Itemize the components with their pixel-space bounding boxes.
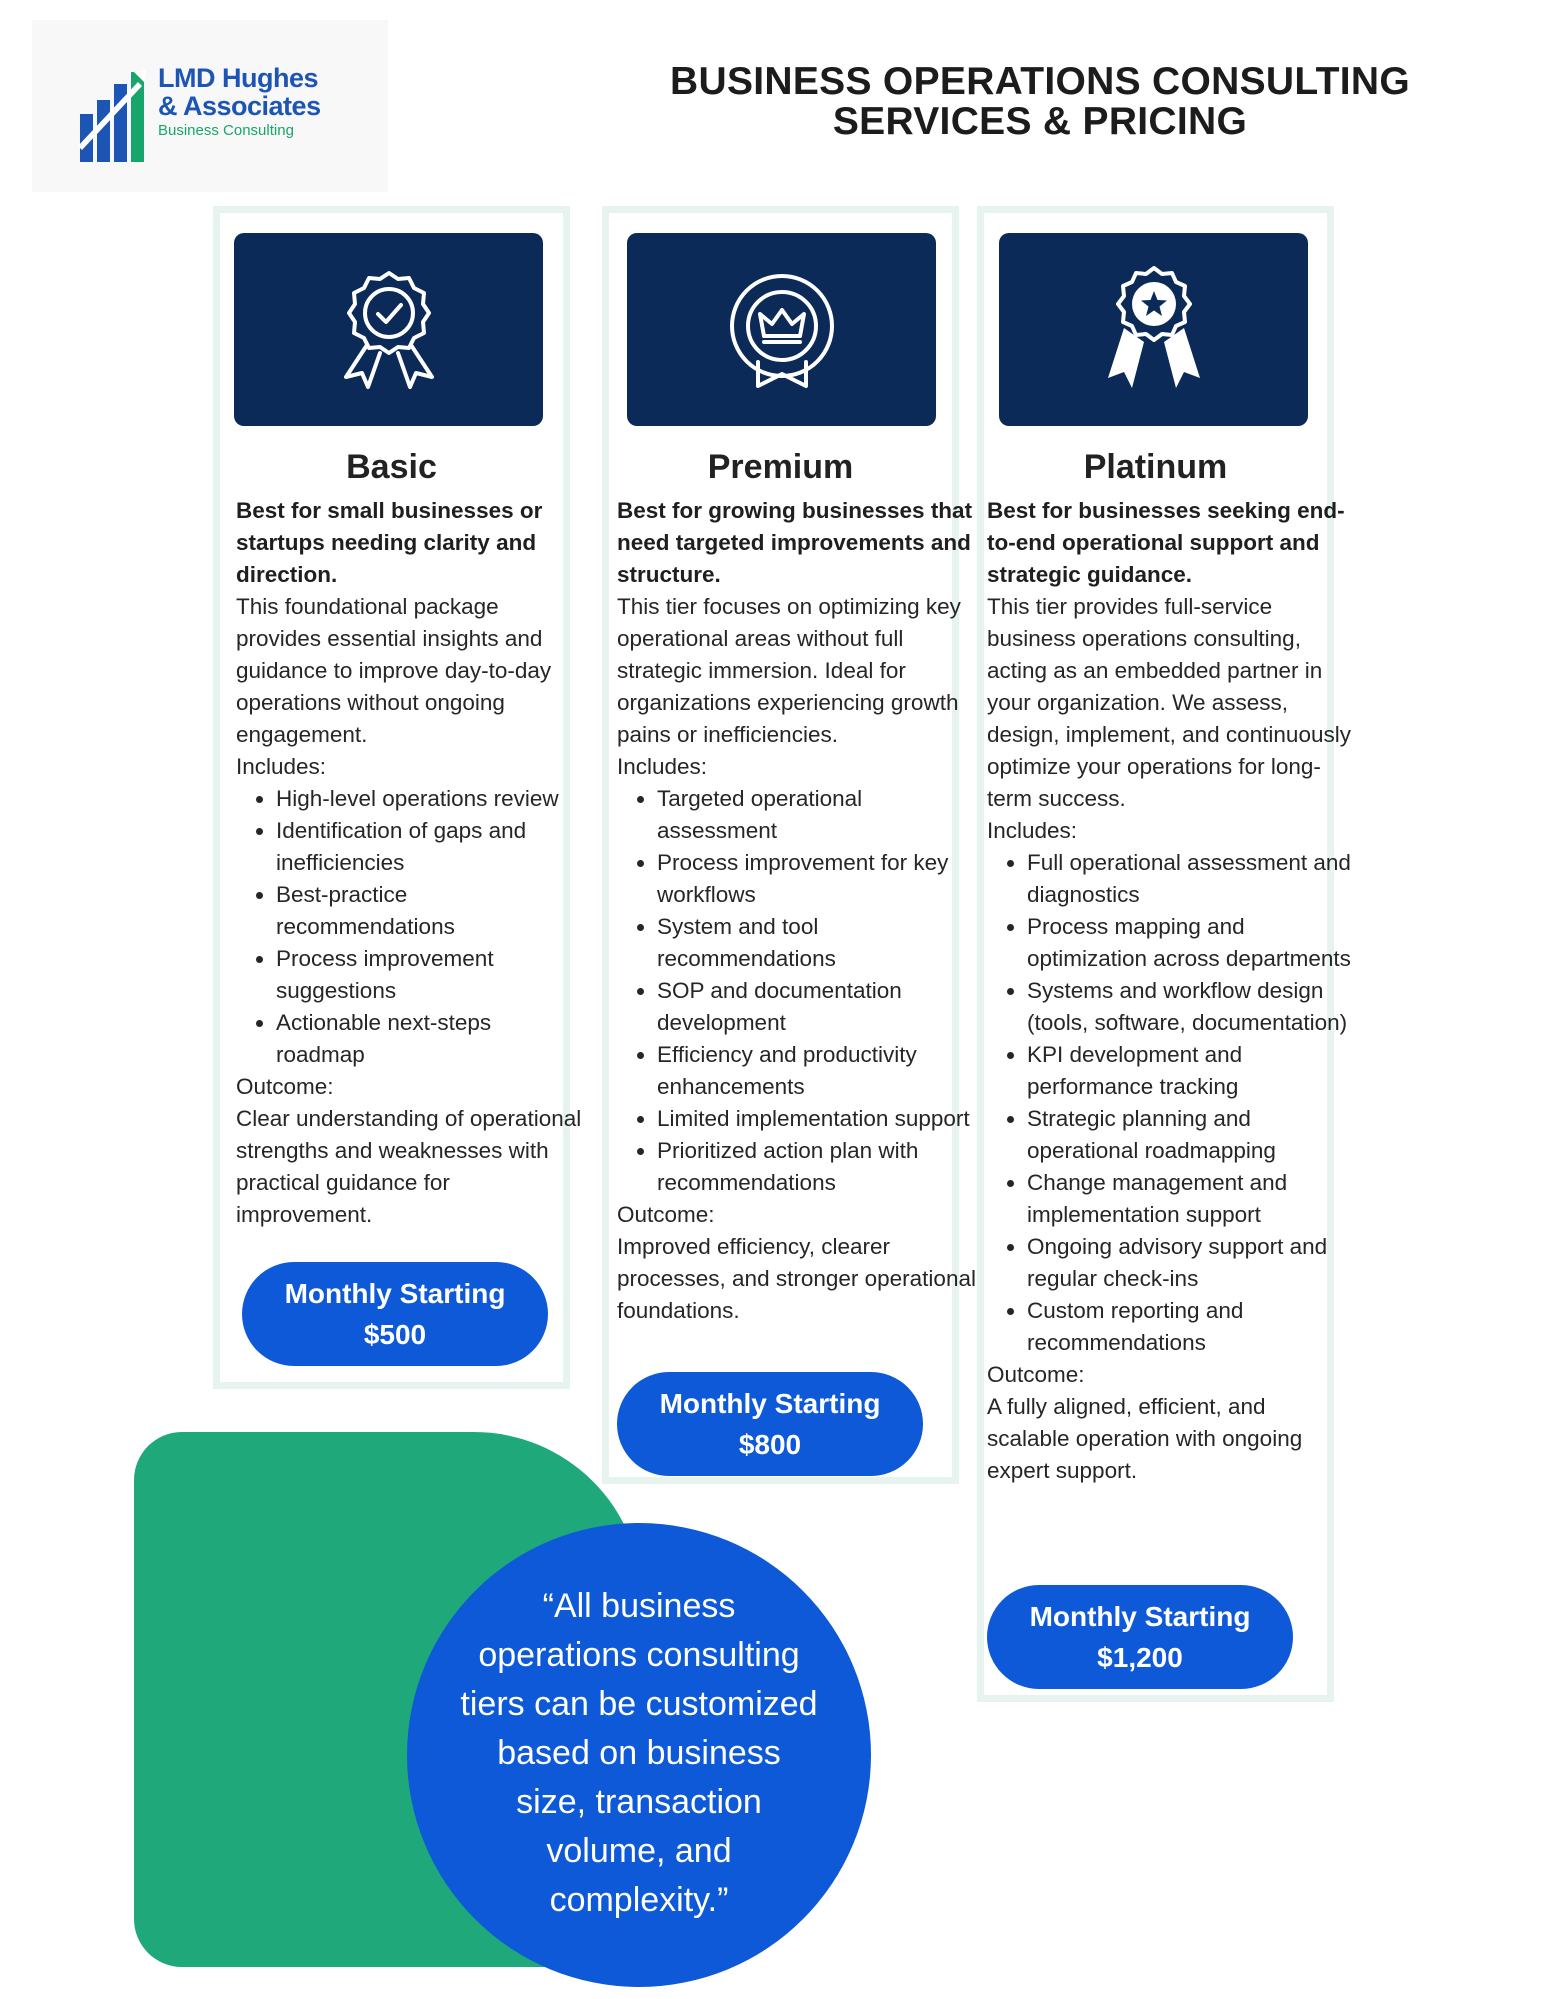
includes-list [236,783,586,1071]
page-title-line-1: BUSINESS OPERATIONS CONSULTING [670,60,1410,103]
list-item: • Process mapping and optimization across departments [1027,911,1353,975]
tier-name: Platinum [1083,448,1228,486]
crown-badge-icon [722,270,842,390]
outcome-label: Outcome: [617,1202,715,1227]
price-label: Monthly Starting [1029,1601,1251,1632]
tier-subtitle: Best for small businesses or startups needing clarity and direction. [236,498,543,587]
list-item: • Change management and implementation support [1027,1167,1353,1231]
tier-details [987,495,1353,1487]
list-item: • Targeted operational assessment [657,783,983,847]
list-item: • Identification of gaps and inefficiencies [276,815,586,879]
rosette-check-icon [334,265,444,395]
tier-description: This foundational package provides essential insights and guidance to improve day-to-day operations without ongoing engagement. [236,594,552,747]
star-ribbon-award-icon [1104,262,1204,398]
includes-label: Includes: [987,818,1078,843]
list-item: • High-level operations review [276,783,586,815]
tier-details [617,495,983,1327]
list-item: • Full operational assessment and diagnostics [1027,847,1353,911]
price-button-premium[interactable] [617,1372,923,1476]
list-item: • KPI development and performance tracking [1027,1039,1353,1103]
list-item: • Process improvement suggestions [276,943,586,1007]
tier-description: This tier focuses on optimizing key operational areas without full strategic immersion. Ideal for organizations experiencing growth pains or inefficiencies. [617,594,961,747]
logo-line-1: LMD Hughes [158,63,318,93]
tier-subtitle: Best for growing businesses that need targeted improvements and structure. [617,498,973,587]
tier-name: Premium [707,448,854,486]
includes-list [617,783,983,1199]
tier-icon-panel [627,233,936,426]
list-item: • SOP and documentation development [657,975,983,1039]
list-item: • Custom reporting and recommendations [1027,1295,1353,1359]
price-label: Monthly Starting [659,1388,881,1419]
tier-icon-panel [999,233,1308,426]
logo-wordmark [158,64,321,141]
outcome-text: Clear understanding of operational strengths and weaknesses with practical guidance for improvement. [236,1106,582,1227]
company-logo [32,20,388,192]
price-amount: $500 [363,1319,427,1350]
price-amount: $800 [738,1429,802,1460]
list-item: • Systems and workflow design (tools, software, documentation) [1027,975,1353,1039]
customization-quote: “All business operations consulting tiers can be customized based on business size, transaction volume, and complexity.” [460,1586,818,1919]
tier-subtitle: Best for businesses seeking end-to-end operational support and strategic guidance. [987,498,1345,587]
list-item: • Actionable next-steps roadmap [276,1007,586,1071]
pricing-card-premium [602,206,976,1484]
outcome-text: A fully aligned, efficient, and scalable operation with ongoing expert support. [987,1394,1303,1483]
pricing-card-platinum [977,206,1351,1702]
list-item: • Strategic planning and operational roadmapping [1027,1103,1353,1167]
price-button-basic[interactable] [242,1262,548,1366]
page-title [620,62,1460,142]
price-label: Monthly Starting [284,1278,506,1309]
tier-name: Basic [346,448,437,486]
logo-line-2: & Associates [158,91,321,121]
outcome-text: Improved efficiency, clearer processes, and stronger operational foundations. [617,1234,976,1323]
list-item: • Ongoing advisory support and regular check-ins [1027,1231,1353,1295]
tier-details [236,495,586,1231]
price-amount: $1,200 [1097,1642,1183,1673]
quote-circle [407,1523,871,1987]
includes-list [987,847,1353,1359]
list-item: • System and tool recommendations [657,911,983,975]
page-title-line-2: SERVICES & PRICING [832,100,1248,143]
outcome-label: Outcome: [236,1074,334,1099]
bar-chart-logo-icon [78,68,148,164]
price-button-platinum[interactable] [987,1585,1293,1689]
includes-label: Includes: [236,754,327,779]
includes-label: Includes: [617,754,708,779]
list-item: • Process improvement for key workflows [657,847,983,911]
outcome-label: Outcome: [987,1362,1085,1387]
list-item: • Limited implementation support [657,1103,983,1135]
pricing-card-basic [213,206,582,1389]
tier-description: This tier provides full-service business operations consulting, acting as an embedded partner in your organization. We assess, design, implement, and continuously optimize your operations for long-term success. [987,594,1351,811]
list-item: • Best-practice recommendations [276,879,586,943]
list-item: • Efficiency and productivity enhancements [657,1039,983,1103]
logo-tagline: Business Consulting [158,122,294,139]
list-item: • Prioritized action plan with recommendations [657,1135,983,1199]
tier-icon-panel [234,233,543,426]
